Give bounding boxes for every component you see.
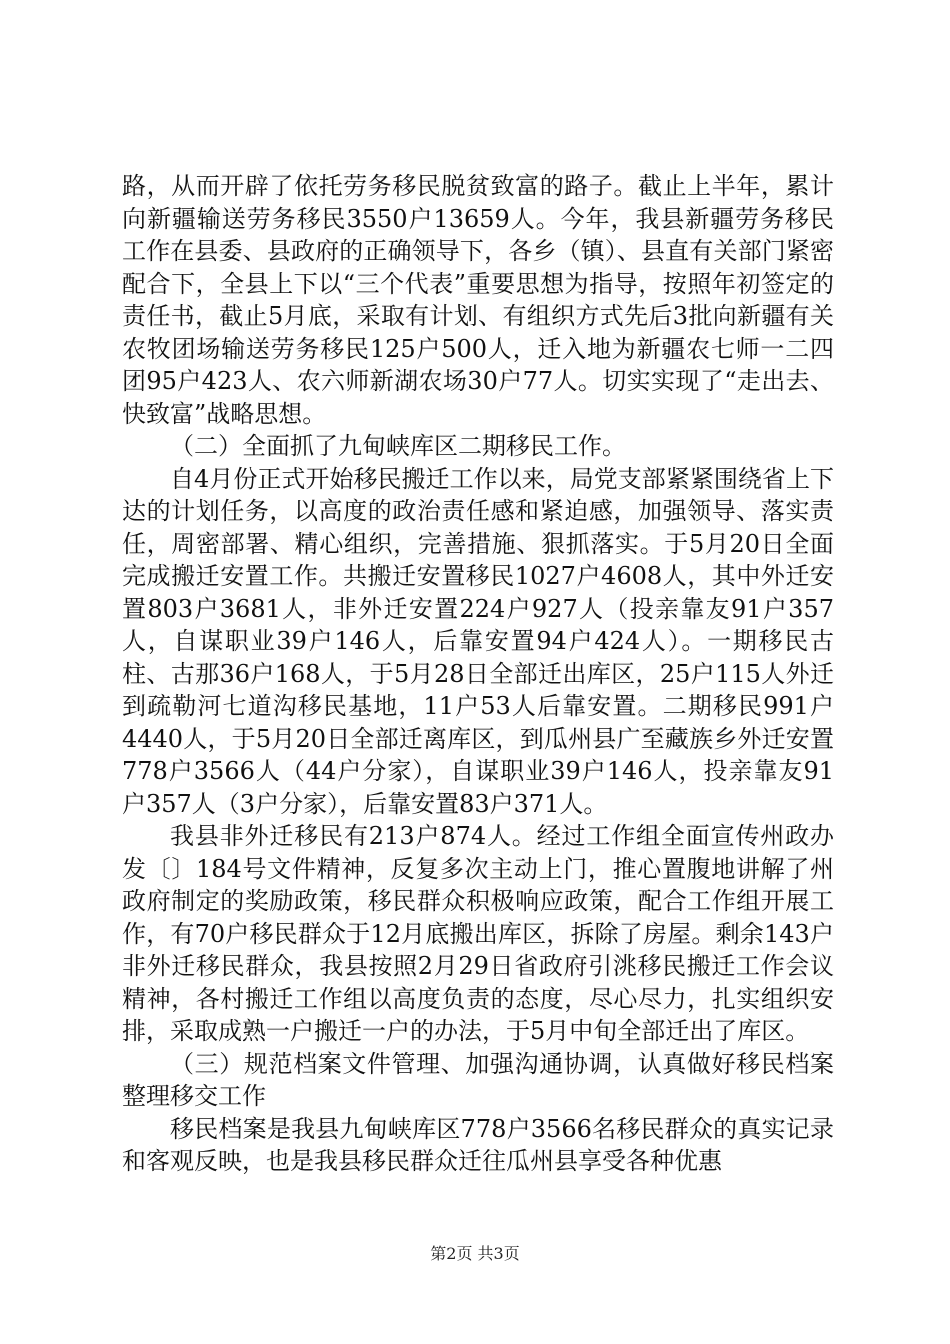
- paragraph-archive-records: 移民档案是我县九甸峡库区778户3566名移民群众的真实记录和客观反映，也是我县移民群众迁往瓜州县享受各种优惠: [122, 1114, 834, 1175]
- paragraph-relocation-progress: 自4月份正式开始移民搬迁工作以来，局党支部紧紧围绕省上下达的计划任务，以高度的政治责任感和紧迫感，加强领导、落实责任，周密部署、精心组织，完善措施、狠抓落实。于5月20日全面完成搬迁安置工作。共搬迁安置移民1027户4608人，其中外迁安置803户3681人，非外迁安置224户927人（投亲靠友91户357人，自谋职业39户146人，后靠安置94户424人）。一期移民古柱、古那36户168人，于5月28日全部迁出库区，25户115人外迁到疏勒河七道沟移民基地，11户53人后靠安置。二期移民991户4440人，于5月20日全部迁离库区，到瓜州县广至藏族乡外迁安置778户3566人（44户分家），自谋职业39户146人，投亲靠友91户357人（3户分家），后靠安置83户371人。: [122, 464, 834, 818]
- document-body: [122, 170, 834, 1178]
- paragraph-non-relocated-migrants: 我县非外迁移民有213户874人。经过工作组全面宣传州政办发〔〕184号文件精神，反复多次主动上门，推心置腹地讲解了州政府制定的奖励政策，移民群众积极响应政策，配合工作组开展工作，有70户移民群众于12月底搬出库区，拆除了房屋。剩余143户非外迁移民群众，我县按照2月29日省政府引洮移民搬迁工作会议精神，各村搬迁工作组以高度负责的态度，尽心尽力，扎实组织安排，采取成熟一户搬迁一户的办法，于5月中旬全部迁出了库区。: [122, 822, 834, 1045]
- page-footer: [0, 1244, 950, 1264]
- paragraph-continuation: 路，从而开辟了依托劳务移民脱贫致富的路子。截止上半年，累计向新疆输送劳务移民3550户13659人。今年，我县新疆劳务移民工作在县委、县政府的正确领导下，各乡（镇）、县直有关部门紧密配合下，全县上下以“三个代表”重要思想为指导，按照年初签定的责任书，截止5月底，采取有计划、有组织方式先后3批向新疆有关农牧团场输送劳务移民125户500人，迁入地为新疆农七师一二四团95户423人、农六师新湖农场30户77人。切实实现了“走出去、快致富”战略思想。: [122, 172, 834, 428]
- section-heading-three: （三）规范档案文件管理、加强沟通协调，认真做好移民档案整理移交工作: [122, 1049, 834, 1110]
- page-number-label: 第2页 共3页: [430, 1244, 520, 1263]
- section-heading-two: （二）全面抓了九甸峡库区二期移民工作。: [170, 432, 626, 460]
